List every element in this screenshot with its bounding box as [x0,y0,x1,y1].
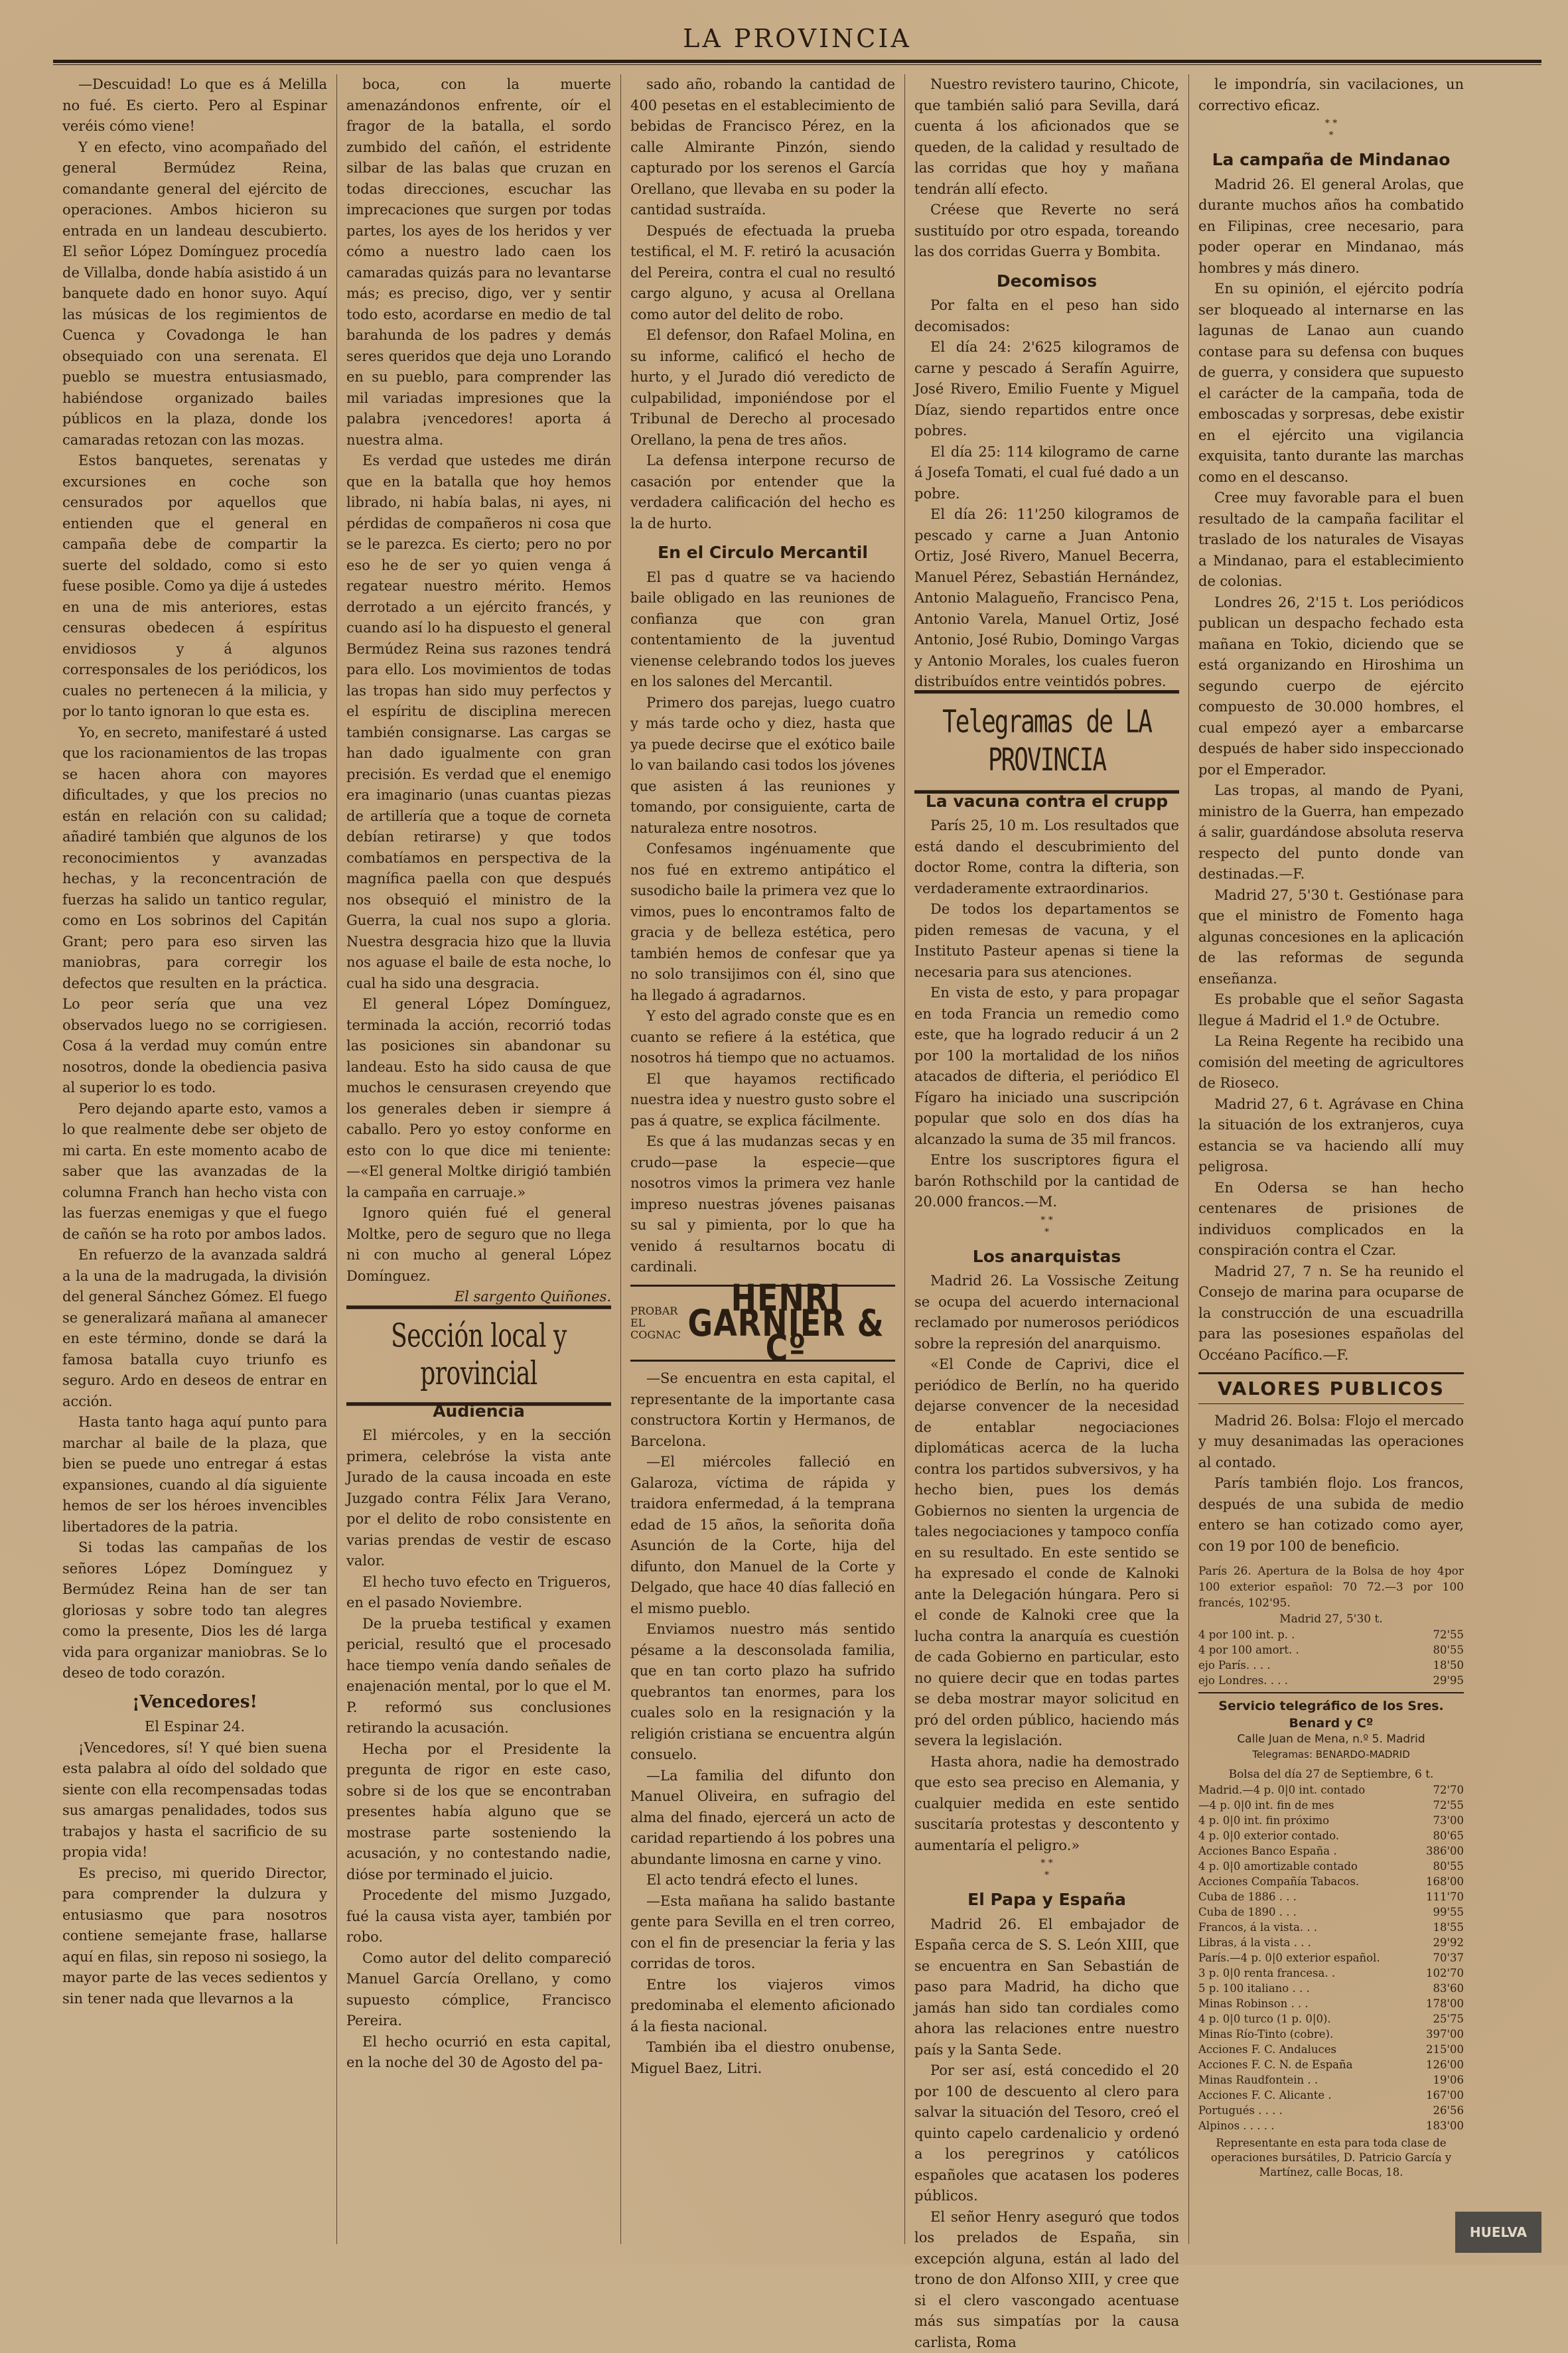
column-3 [621,74,905,2244]
quote-row [1198,1673,1464,1688]
quote-label: Libras, á la vista . . . [1198,1935,1418,1950]
paragraph: El día 24: 2'625 kilogramos de carne y pescado á Serafín Aguirre, José Rivero, Emilio Fuente y Miguel Díaz, siendo repartidos entre once pobres. [914,337,1179,442]
quote-label: París.—4 p. 0|0 exterior español. [1198,1950,1418,1965]
quote-label: 4 p. 0|0 amortizable contado [1198,1859,1418,1874]
col3-body-3 [630,1368,895,2079]
column-4 [905,74,1189,2244]
paragraph: El día 26: 11'250 kilogramos de pescado y carne a Juan Antonio Ortiz, José Rivero, Manuel Becerra, Manuel Pérez, Sebastián Hernández, Antonio Malagueño, Francisco Pena, Antonio Varela, Manuel Ortiz, José Antonio, José Rubio, Domingo Vargas y Antonio Morales, los cuales fueron distribuídos entre veintidós pobres. [914,504,1179,693]
paragraph: Madrid 27, 6 t. Agrávase en China la situación de los extranjeros, cuya estancia se va haciendo allí muy peligrosa. [1198,1094,1464,1178]
quote-label: ejo París. . . . [1198,1658,1401,1673]
paragraph: El día 25: 114 kilogramo de carne á Josefa Tomati, el cual fué dado a un pobre. [914,442,1179,505]
quote-value: 126'00 [1418,2057,1464,2072]
paragraph: boca, con la muerte amenazándonos enfrente, oír el fragor de la batalla, el sordo zumbido del cañón, el estridente silbar de las balas que cruzan en todas direcciones, escuchar las imprecaciones que surgen por todas partes, los ayes de los heridos y ver cómo a nuestro lado caen los camaradas quizás para no levantarse más; es preciso, digo, ver y sentir todo esto, acordarse en medio de tal barahunda de los padres y demás seres queridos que deja uno Lorando en su pueblo, para comprender las mil variadas impresiones que la palabra ¡vencedores! aporta á nuestra alma. [346,74,611,451]
telegram-body-anarquistas [914,1271,1179,1856]
section-title-valores: VALORES PUBLICOS [1198,1372,1464,1404]
paragraph: El pas d quatre se va haciendo baile obligado en las reuniones de confianza que con gran contentamiento de la juventud vienense celebrando todos los jueves en los salones del Mercantil. [630,567,895,693]
quote-label: 5 p. 100 italiano . . . [1198,1981,1418,1996]
quote-row [1198,2057,1464,2072]
col4-body-2 [914,295,1179,693]
quote-label: Alpinos . . . . . [1198,2118,1418,2133]
section-title-vencedores: ¡Vencedores! [62,1692,327,1713]
section-banner-telegramas: Telegramas de LA PROVINCIA [914,690,1179,794]
paragraph: Madrid 26. El general Arolas, que durante muchos años ha combatido en Filipinas, cree necesario, para poder operar en Mindanao, más hombres y más dinero. [1198,175,1464,279]
paragraph: Hecha por el Presidente la pregunta de rigor en este caso, sobre si de los que se encontraban presentes había alguno que se mostrase parte sosteniendo la acusación, y no contestando nadie, dióse por terminado el juicio. [346,1739,611,1886]
paragraph: De todos los departamentos se piden remesas de vacuna, y el Instituto Pasteur apenas si tiene la necesaria para sus atenciones. [914,899,1179,983]
quote-row [1198,1920,1464,1935]
quote-row [1198,1950,1464,1965]
quote-value: 397'00 [1418,2027,1464,2042]
quote-row [1198,2118,1464,2133]
paragraph: Por ser así, está concedido el 20 por 100 de descuento al clero para salvar la situación del Tesoro, creó el quinto capelo cardenalicio y ordenó a los peregrinos y católicos españoles que acatasen los poderes públicos. [914,2060,1179,2207]
madrid-date: Madrid 27, 5'30 t. [1198,1611,1464,1627]
col1-body [62,74,327,1684]
column-5 [1189,74,1473,2244]
paragraph: Confesamos ingénuamente que nos fué en extremo antipático el susodicho baile la primera vez que lo vimos, pues lo encontramos falto de gracia y de belleza estética, pero también hemos de confesar que ya no solo transijimos con él, sino que ha llegado á agradarnos. [630,839,895,1006]
paragraph: Yo, en secreto, manifestaré á usted que los racionamientos de las tropas se hacen ahora con mayores dificultades, y que los precios no están en relación con su calidad; añadiré también que algunos de los reconocimientos y avanzadas hechas, y la reconcentración de fuerzas ha salido un tantico regular, como en Los sobrinos del Capitán Grant; pero para eso sirven las maniobras, para corregir los defectos que resulten en la práctica. Lo peor sería que una vez observados luego no se corrigiesen. Cosa á la verdad muy común entre nosotros, donde la obediencia pasiva al superior lo es todo. [62,723,327,1099]
quote-row [1198,2088,1464,2103]
paragraph: De la prueba testifical y examen pericial, resultó que el procesado hace tiempo venía dando señales de enajenación mental, por lo que el M. P. reformó sus conclusiones retirando la acusación. [346,1614,611,1739]
quote-value: 80'55 [1401,1642,1464,1658]
quote-row [1198,1874,1464,1889]
col1-body-2 [62,1738,327,2010]
quote-value: 29'92 [1418,1935,1464,1950]
archive-logo [1455,2212,1541,2253]
quote-label: Minas Robinson . . . [1198,1996,1418,2011]
paragraph: Pero dejando aparte esto, vamos a lo que realmente debe ser objeto de mi carta. En este momento acabo de saber que las avanzadas de la columna Franch han hecho vista con las fuerzas enemigas y que el fuego de cañón se ha roto por ambos lados. [62,1099,327,1246]
quote-label: ejo Londres. . . . [1198,1673,1401,1688]
telegram-body-vacuna [914,816,1179,1213]
quote-value: 102'70 [1418,1965,1464,1981]
quote-row [1198,1889,1464,1904]
ad-tagline: PROBAR EL COGNAC [630,1305,677,1341]
paragraph: Hasta tanto haga aquí punto para marchar al baile de la plaza, que bien se puede uno entregar á estas expansiones, cuando al día siguiente hemos de ser los héroes invencibles libertadores de la patria. [62,1412,327,1537]
col2-body-2 [346,1425,611,2074]
column-2 [337,74,621,2244]
quote-label: Minas Raudfontein . . [1198,2072,1418,2088]
quote-label: 4 por 100 int. p. . [1198,1627,1401,1642]
paragraph: Es probable que el señor Sagasta llegue á Madrid el 1.º de Octubre. [1198,989,1464,1031]
short-quotes-table [1198,1627,1464,1688]
cognac-advertisement [630,1285,895,1362]
quote-value: 72'70 [1418,1782,1464,1798]
quote-row [1198,1843,1464,1859]
col3-body-2 [630,567,895,1278]
quote-label: 4 p. 0|0 int. fin próximo [1198,1813,1418,1828]
paragraph: En Odersa se han hecho centenares de prisiones de individuos complicados en la conspiración contra el Czar. [1198,1178,1464,1261]
paragraph: También iba el diestro onubense, Miguel Baez, Litri. [630,2037,895,2079]
col2-body [346,74,611,1287]
section-title-mercantil: En el Circulo Mercantil [630,542,895,563]
col5-body [1198,74,1464,116]
page-title: LA PROVINCIA [53,21,1541,56]
paragraph: ¡Vencedores, sí! Y qué bien suena esta palabra al oído del soldado que siente con ella recompensadas todas sus amargas penalidades, todos sus trabajos y hasta el sacrificio de su propia vida! [62,1738,327,1863]
quote-row [1198,2042,1464,2057]
telegram-body-papa [914,1914,1179,2353]
quote-row [1198,1996,1464,2011]
bolsa-table [1198,1782,1464,2133]
quote-value: 80'65 [1418,1828,1464,1843]
paragraph: Enviamos nuestro más sentido pésame a la desconsolada familia, que en tan corto plazo ha sufrido quebrantos tan enormes, para los cuales solo en la resignación y la religión cristiana se encuentra algún consuelo. [630,1619,895,1766]
quote-value: 215'00 [1418,2042,1464,2057]
paragraph: Y en efecto, vino acompañado del general Bermúdez Reina, comandante general del ejército de operaciones. Ambos hicieron su entrada en un landeau descubierto. El señor López Domínguez procedía de Villalba, donde había asistido á un banquete dado en honor suyo. Aquí las músicas de los regimientos de Cuenca y Covadonga le han obsequiado con una serenata. El pueblo se muestra entusiasmado, habiéndose organizado bailes públicos en la plaza, donde los camaradas retozan con las mozas. [62,137,327,451]
paragraph: En refuerzo de la avanzada saldrá a la una de la madrugada, la división del general Sánchez Gómez. El fuego se generalizará mañana al amanecer en este término, donde se dará la famosa batalla cuyo triunfo es seguro. Ardo en deseos de entrar en acción. [62,1245,327,1412]
paragraph: Madrid 26. El embajador de España cerca de S. S. León XIII, que se encuentra en San Sebastián de paso para Madrid, ha dicho que jamás han sido tan cordiales como ahora las relaciones entre nuestro país y la Santa Sede. [914,1914,1179,2061]
quote-row [1198,1798,1464,1813]
quote-value: 99'55 [1418,1904,1464,1920]
paragraph: El que hayamos rectificado nuestra idea y nuestro gusto sobre el pas á quatre, se explica fácilmente. [630,1069,895,1132]
quote-label: 4 p. 0|0 exterior contado. [1198,1828,1418,1843]
paragraph: En su opinión, el ejército podría ser bloqueado al internarse en las lagunas de Lanao aun cuando contase para su defensa con buques de guerra, y considera que supuesto el carácter de la campaña, toda de emboscadas y sorpresas, debe existir en el ejército una vigilancia exquisita, tanto durante las marchas como en el descanso. [1198,279,1464,488]
paragraph: Entre los viajeros vimos predominaba el elemento aficionado á la fiesta nacional. [630,1975,895,2038]
paragraph: —La familia del difunto don Manuel Oliveira, en sufragio del alma del finado, ejercerá un acto de caridad repartiendo á los pobres una abundante limosna en carne y vino. [630,1766,895,1871]
paragraph: La defensa interpone recurso de casación por entender que la verdadera calificación del hecho es la de hurto. [630,451,895,534]
paragraph: Créese que Reverte no será sustituído por otro espada, toreando las dos corridas Guerra y Bombita. [914,200,1179,263]
paragraph: El señor Henry aseguró que todos los prelados de España, sin excepción alguna, están al lado del trono de don Alfonso XIII, y cree que si el clero vascongado acentuase más sus simpatías por la causa carlista, Roma [914,2207,1179,2353]
paragraph: París 25, 10 m. Los resultados que está dando el descubrimiento del doctor Rome, contra la difteria, son verdaderamente extraordinarios. [914,816,1179,899]
quote-row [1198,2103,1464,2118]
paragraph: El defensor, don Rafael Molina, en su informe, calificó el hecho de hurto, y el Jurado dió veredicto de culpabilidad, imponiéndose por el Tribunal de Derecho al procesado Orellano, la pena de tres años. [630,325,895,451]
paragraph: Nuestro revistero taurino, Chicote, que también salió para Sevilla, dará cuenta á los aficionados que se queden, de la calidad y resultado de las corridas que hoy y mañana tendrán allí efecto. [914,74,1179,200]
quote-row [1198,2011,1464,2027]
paragraph: Ignoro quién fué el general Moltke, pero de seguro que no llega ni con mucho al general López Domínguez. [346,1203,611,1287]
quote-row [1198,1935,1464,1950]
quote-row [1198,1642,1464,1658]
quote-value: 19'06 [1418,2072,1464,2088]
quote-label: Cuba de 1886 . . . [1198,1889,1418,1904]
paragraph: El general López Domínguez, terminada la acción, recorrió todas las posiciones sin abandonar su landeau. Esto ha sido causa de que muchos le censurasen creyendo que los generales deben ir siempre á caballo. Pero yo estoy conforme en esto con lo que dice mi teniente:—«El general Moltke dirigió también la campaña en carruaje.» [346,994,611,1203]
col4-body [914,74,1179,263]
quote-value: 73'00 [1418,1813,1464,1828]
quote-label: Madrid.—4 p. 0|0 int. contado [1198,1782,1418,1798]
paragraph: Y esto del agrado conste que es en cuanto se refiere á la estética, que nosotros há tiempo que no actuamos. [630,1006,895,1069]
quote-value: 83'60 [1418,1981,1464,1996]
quote-label: Minas Río-Tinto (cobre). [1198,2027,1418,2042]
paris-note: París 26. Apertura de la Bolsa de hoy 4por 100 exterior español: 70 72.—3 por 100 francés, 102'95. [1198,1563,1464,1611]
paragraph: El miércoles, y en la sección primera, celebróse la vista ante Jurado de la causa incoada en este Juzgado contra Félix Jara Verano, por el delito de robo consistente en varias prendas de vestir de escaso valor. [346,1425,611,1572]
quote-value: 18'50 [1401,1658,1464,1673]
quote-value: 168'00 [1418,1874,1464,1889]
quote-row [1198,1965,1464,1981]
quote-label: Acciones F. C. Alicante . [1198,2088,1418,2103]
quote-label: 4 por 100 amort. . [1198,1642,1401,1658]
paragraph: —Descuidad! Lo que es á Melilla no fué. Es cierto. Pero al Espinar veréis cómo viene! [62,74,327,137]
paragraph: Es verdad que ustedes me dirán que en la batalla que hoy hemos librado, ni había balas, ni ayes, ni pérdidas de compañeros ni cosa que se le parezca. Es cierto; pero no por eso he de ser yo quien venga á regatear nuestro mérito. Hemos derrotado a un ejército francés, y cuando así lo ha dispuesto el general Bermúdez Reina sus razones tendrá para ello. Los movimientos de todas las tropas han sido muy perfectos y el espíritu de disciplina merecen también consignarse. Las cargas se han dado igualmente con gran precisión. Es verdad que el enemigo era imaginario (unas cuantas piezas de artillería que a toque de corneta debían retirarse) y que todos combatíamos en perspectiva de la magnífica paella con que después nos obsequió el ministro de la Guerra, la cual nos supo a gloria. Nuestra desgracia hizo que la lluvia nos aguase el baile de esta noche, lo cual ha sido una desgracia. [346,451,611,994]
paragraph: En vista de esto, y para propagar en toda Francia un remedio como este, que ha logrado reducir á un 2 por 100 la mortalidad de los niños atacados de difteria, el periódico El Fígaro ha iniciado una suscripción popular que solo en dos días ha alcanzado la suma de 35 mil francos. [914,983,1179,1150]
quote-label: Francos, á la vista. . . [1198,1920,1418,1935]
col5-body-2 [1198,175,1464,1366]
paragraph: Es que á las mudanzas secas y en crudo—pase la especie—que nosotros vimos la primera vez hanle impreso nuestras jóvenes paisanas su sal y pimienta, por lo que ha venido á resultarnos bocatu di cardinali. [630,1131,895,1278]
quote-value: 70'37 [1418,1950,1464,1965]
quote-value: 80'55 [1418,1859,1464,1874]
quote-label: Acciones F. C. N. de España [1198,2057,1418,2072]
paragraph: El hecho ocurrió en esta capital, en la noche del 30 de Agosto del pa- [346,2032,611,2074]
section-banner-local: Sección local y provincial [346,1305,611,1405]
paragraph: El acto tendrá efecto el lunes. [630,1870,895,1891]
footer-note: Representante en esta para toda clase de operaciones bursátiles, D. Patricio García y Martínez, calle Bocas, 18. [1198,2136,1464,2180]
short-quotes-rows [1198,1627,1464,1688]
telegram-title-anarquistas: Los anarquistas [914,1246,1179,1267]
quote-value: 72'55 [1401,1627,1464,1642]
paragraph: Si todas las campañas de los señores López Domínguez y Bermúdez Reina han de ser tan gloriosas y sobre todo tan alegres como la presente, Dios les dé larga vida para organizar maniobras. Se lo deseo de todo corazón. [62,1537,327,1684]
paragraph: sado año, robando la cantidad de 400 pesetas en el establecimiento de bebidas de Francisco Pérez, en la calle Almirante Pinzón, siendo capturado por los serenos el García Orellano, que llevaba en su poder la cantidad sustraída. [630,74,895,221]
quote-row [1198,2027,1464,2042]
paragraph: Madrid 26. Bolsa: Flojo el mercado y muy desanimadas las operaciones al contado. [1198,1411,1464,1474]
quote-value: 111'70 [1418,1889,1464,1904]
paragraph: Entre los suscriptores figura el barón Rothschild por la cantidad de 20.000 francos.—M. [914,1150,1179,1213]
servicio-address: Calle Juan de Mena, n.º 5. Madrid [1198,1732,1464,1747]
column-1 [53,74,337,2244]
paragraph: Las tropas, al mando de Pyani, ministro de la Guerra, han empezado á salir, guardándose absoluta reserva respecto del punto donde van destinadas.—F. [1198,780,1464,885]
quote-value: 29'95 [1401,1673,1464,1688]
dateline: El Espinar 24. [62,1717,327,1738]
paragraph: Madrid 27, 7 n. Se ha reunido el Consejo de marina para ocuparse de la construcción de una escuadrilla para las posesiones españolas del Occéano Pacífico.—F. [1198,1261,1464,1366]
quote-label: Cuba de 1890 . . . [1198,1904,1418,1920]
telegram-title-papa: El Papa y España [914,1889,1179,1910]
paragraph: Hasta ahora, nadie ha demostrado que esto sea preciso en Alemania, y cualquier medida en este sentido suscitaría protestas y descontento y aumentaría el peligro.» [914,1752,1179,1857]
quote-value: 183'00 [1418,2118,1464,2133]
quote-row [1198,1782,1464,1798]
paragraph: le impondría, sin vacilaciones, un correctivo eficaz. [1198,74,1464,116]
servicio-telegram: Telegramas: BENARDO-MADRID [1198,1747,1464,1762]
quote-row [1198,1658,1464,1673]
quote-row [1198,1904,1464,1920]
section-title-decomisos: Decomisos [914,271,1179,292]
paragraph: Madrid 27, 5'30 t. Gestiónase para que el ministro de Fomento haga algunas concesiones en la aplicación de las reformas de segunda enseñanza. [1198,885,1464,990]
quote-row [1198,1828,1464,1843]
quote-label: Portugués . . . . [1198,2103,1418,2118]
archive-logo-text: HUELVA [1470,2224,1527,2240]
bolsa-date: Bolsa del día 27 de Septiembre, 6 t. [1198,1766,1464,1782]
quote-label: Acciones Compañía Tabacos. [1198,1874,1418,1889]
header-rule-thin [53,64,1541,65]
quote-label: 3 p. 0|0 renta francesa. . [1198,1965,1418,1981]
separator-stars: * * * [914,1857,1179,1881]
paragraph: —El miércoles falleció en Galaroza, víctima de rápida y traidora enfermedad, á la temprana edad de 15 años, la señorita doña Asunción de la Corte, hija del difunto, don Manuel de la Corte y Delgado, que hace 40 días falleció en el mismo pueblo. [630,1452,895,1619]
quote-value: 26'56 [1418,2103,1464,2118]
separator-stars: * * * [914,1214,1179,1238]
paragraph: El hecho tuvo efecto en Trigueros, en el pasado Noviembre. [346,1572,611,1614]
paragraph: Como autor del delito compareció Manuel García Orellano, y como supuesto cómplice, Francisco Pereira. [346,1948,611,2032]
columns [53,74,1541,2244]
separator-stars: * * * [1198,117,1464,141]
servicio-title: Servicio telegráfico de los Sres. Benard y Cº [1198,1692,1464,1732]
quote-value: 386'00 [1418,1843,1464,1859]
paragraph: —Esta mañana ha salido bastante gente para Sevilla en el tren correo, con el fin de presenciar la feria y las corridas de toros. [630,1891,895,1975]
quote-value: 178'00 [1418,1996,1464,2011]
paragraph: —Se encuentra en esta capital, el representante de la importante casa constructora Kortin y Hermanos, de Barcelona. [630,1368,895,1452]
paragraph: Madrid 26. La Vossische Zeitung se ocupa del acuerdo internacional reclamado por numerosos periódicos sobre la represión del anarquismo. [914,1271,1179,1354]
quote-label: 4 p. 0|0 turco (1 p. 0|0). [1198,2011,1418,2027]
section-title-mindanao: La campaña de Mindanao [1198,149,1464,171]
paragraph: Primero dos parejas, luego cuatro y más tarde ocho y diez, hasta que ya puede decirse que el exótico baile lo van bailando casi todos los jóvenes que asisten á las reuniones y tomando, por consiguiente, carta de naturaleza entre nosotros. [630,693,895,839]
paragraph: Estos banquetes, serenatas y excursiones en coche son censurados por aquellos que entienden que el general en campaña debe de compartir la suerte del soldado, como si esto fuese posible. Como ya dije á ustedes en una de mis anteriores, estas censuras obedecen á espíritus envidiosos y á algunos corresponsales de los periódicos, los cuales no pertenecen á la milicia, y por lo tanto ignoran lo que esta es. [62,451,327,723]
header-rule [53,60,1541,63]
quote-value: 167'00 [1418,2088,1464,2103]
quote-value: 25'75 [1418,2011,1464,2027]
paragraph: La Reina Regente ha recibido una comisión del meeting de agricultores de Rioseco. [1198,1031,1464,1094]
paragraph: Procedente del mismo Juzgado, fué la causa vista ayer, también por robo. [346,1885,611,1948]
paragraph: Londres 26, 2'15 t. Los periódicos publican un despacho fechado esta mañana en Tokio, diciendo que se está organizando en Hiroshima un segundo cuerpo de ejército compuesto de 30.000 hombres, el cual empezó ayer a embarcarse después de haber sido inspeccionado por el Emperador. [1198,593,1464,781]
quote-label: —4 p. 0|0 int. fin de mes [1198,1798,1418,1813]
quote-label: Acciones F. C. Andaluces [1198,2042,1418,2057]
quote-row [1198,2072,1464,2088]
paragraph: París también flojo. Los francos, después de una subida de medio entero se han cotizado como ayer, con 19 por 100 de beneficio. [1198,1473,1464,1557]
quote-row [1198,1981,1464,1996]
telegram-title-vacuna: La vacuna contra el crupp [914,791,1179,812]
paragraph: Por falta en el peso han sido decomisados: [914,295,1179,337]
ad-brand: HENRI GARNIER & Cº [677,1285,895,1360]
bolsa-rows [1198,1782,1464,2133]
signature: El sargento Quiñones. [346,1287,611,1308]
quote-value: 72'55 [1418,1798,1464,1813]
col3-body [630,74,895,534]
quote-row [1198,1859,1464,1874]
valores-body [1198,1411,1464,1557]
quote-row [1198,1813,1464,1828]
paragraph: «El Conde de Caprivi, dice el periódico de Berlín, no ha querido dejarse convencer de la necesidad de entablar negociaciones diplomáticas acerca de la lucha contra los partidos subversivos, y ha hecho bien, pues los demás Gobiernos no sienten la urgencia de tales negociaciones y tampoco confía en su resultado. En este sentido se ha expresado el conde de Kalnoki ante la Delegación húngara. Pero si el conde de Kalnoki cree que la lucha contra la anarquía es cuestión de cada Gobierno en particular, esto no quiere decir que en todas partes se deba mostrar mayor solicitud en pró del orden público, haciendo más severa la legislación. [914,1354,1179,1752]
paragraph: Después de efectuada la prueba testifical, el M. F. retiró la acusación del Pereira, contra el cual no resultó cargo alguno, y acusa al Orellana como autor del delito de robo. [630,221,895,326]
section-title-audiencia: Audiencia [346,1401,611,1422]
paragraph: Es preciso, mi querido Director, para comprender la dulzura y entusiasmo que para nosotros contiene semejante frase, hallarse aquí en filas, sin reposo ni sosiego, la mayor parte de las veces sedientos y sin tener nada que llevarnos a la [62,1863,327,2010]
quote-label: Acciones Banco España . [1198,1843,1418,1859]
quote-row [1198,1627,1464,1642]
quote-value: 18'55 [1418,1920,1464,1935]
paragraph: Cree muy favorable para el buen resultado de la campaña facilitar el traslado de los naturales de Visayas a Mindanao, para el establecimiento de colonias. [1198,488,1464,593]
